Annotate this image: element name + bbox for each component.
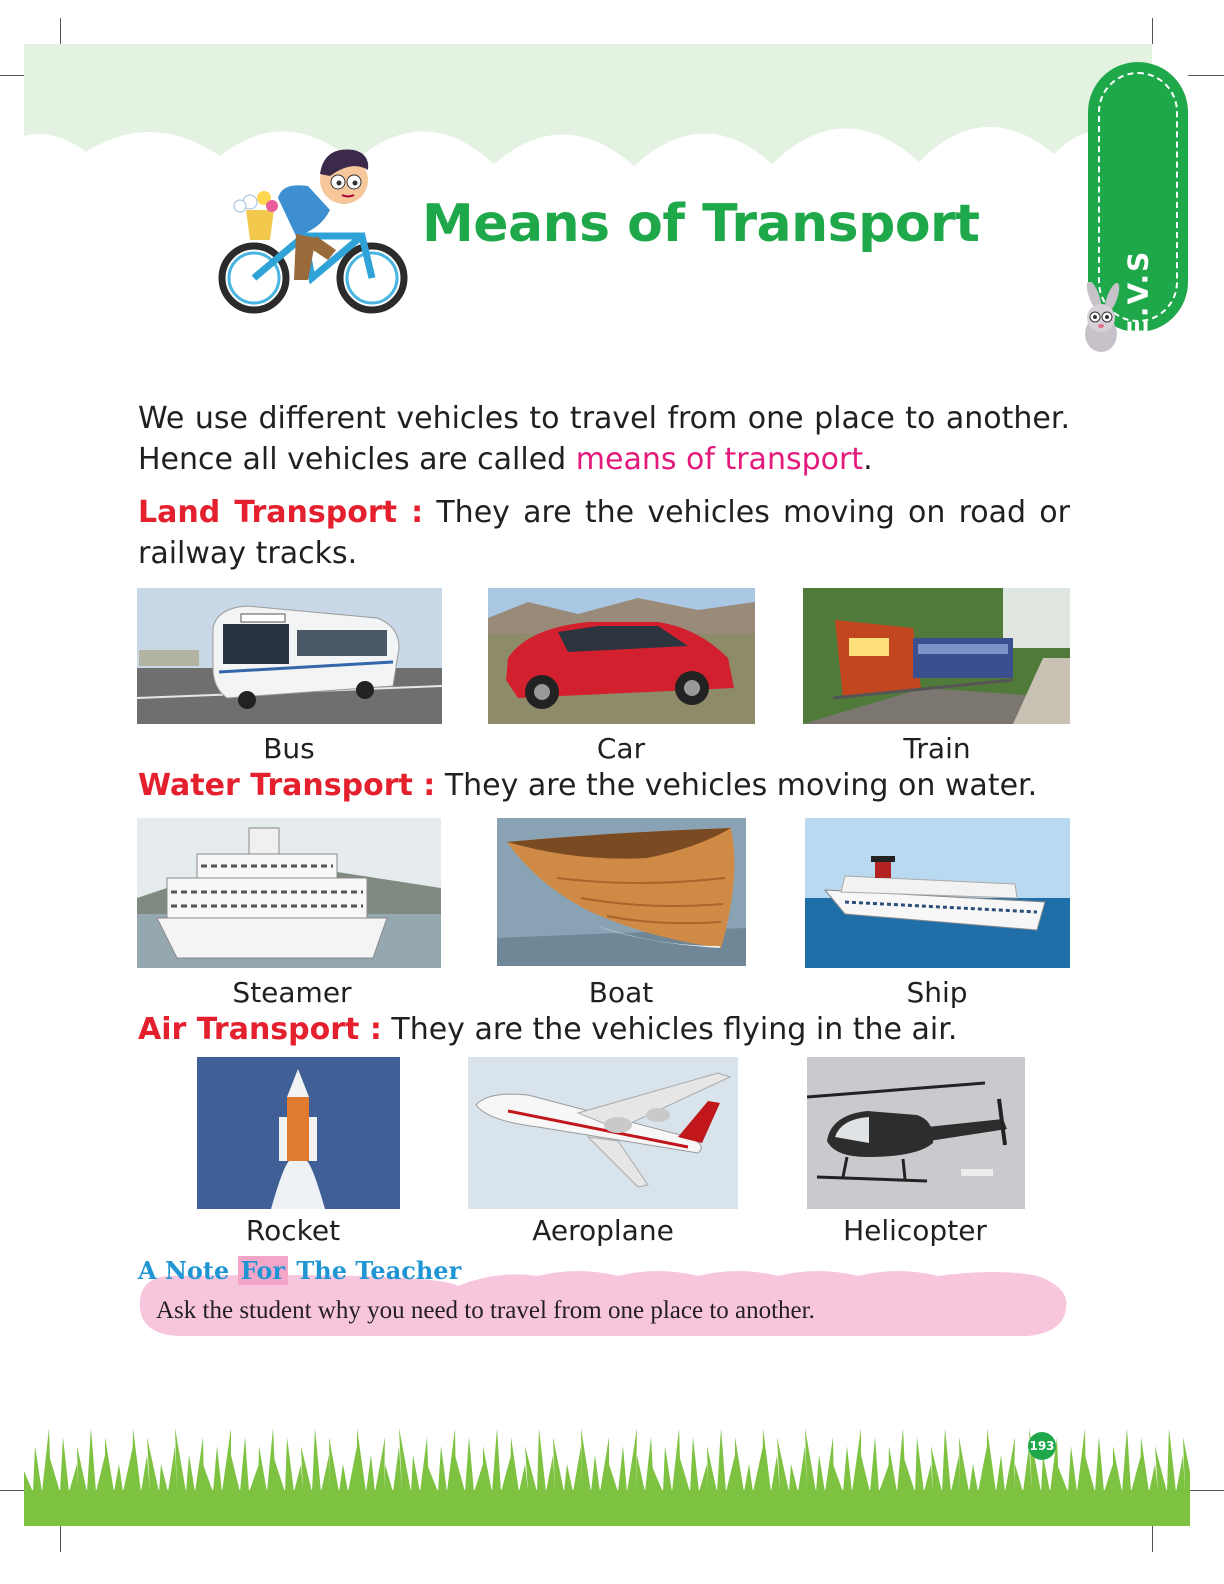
grass-footer [24, 1420, 1190, 1526]
crop-mark [1152, 1526, 1153, 1552]
water-transport-paragraph [138, 767, 1037, 805]
crop-mark [1188, 75, 1224, 76]
crop-mark [1152, 18, 1153, 44]
car-photo [488, 588, 755, 724]
air-transport-heading: Air Transport : [138, 1012, 382, 1047]
boat-photo [497, 818, 746, 966]
land-transport-heading: Land Transport : [138, 495, 424, 530]
water-transport-heading: Water Transport : [138, 768, 436, 803]
helicopter-photo [807, 1057, 1025, 1209]
teacher-note-text: Ask the student why you need to travel from one place to another. [156, 1297, 815, 1324]
subject-tab-label: E.V.S [1121, 249, 1155, 339]
crop-mark [1188, 1490, 1224, 1491]
intro-paragraph [138, 398, 1070, 480]
car-label: Car [596, 732, 646, 765]
intro-text-end: . [863, 442, 873, 477]
page-number: 193 [1028, 1432, 1056, 1460]
rocket-label: Rocket [245, 1214, 341, 1247]
land-transport-paragraph [138, 492, 1070, 574]
ship-photo [805, 818, 1070, 968]
boy-on-bicycle-illustration [212, 140, 417, 320]
teacher-note-title-b: The Teacher [288, 1256, 462, 1285]
rocket-photo [197, 1057, 400, 1209]
water-transport-description: They are the vehicles moving on water. [435, 768, 1038, 803]
bunny-mascot-icon [1068, 282, 1138, 362]
train-label: Train [903, 732, 971, 765]
crop-mark [60, 1526, 61, 1552]
teacher-note-title [138, 1256, 461, 1285]
ship-label: Ship [906, 976, 968, 1009]
bus-label: Bus [263, 732, 315, 765]
train-photo [803, 588, 1070, 724]
steamer-label: Steamer [232, 976, 352, 1009]
bus-photo [137, 588, 442, 724]
page-title: Means of Transport [422, 194, 980, 254]
crop-mark [0, 75, 24, 76]
land-transport-description: They are the vehicles moving on road or railway tracks. [138, 495, 1070, 571]
intro-text: We use different vehicles to travel from one place to another. Hence all vehicles are called [138, 401, 1070, 477]
aeroplane-label: Aeroplane [532, 1214, 674, 1247]
helicopter-label: Helicopter [843, 1214, 987, 1247]
intro-highlight: means of transport [575, 442, 864, 477]
crop-mark [60, 18, 61, 44]
crop-mark [0, 1490, 24, 1491]
air-transport-paragraph [138, 1011, 957, 1049]
air-transport-description: They are the vehicles flying in the air. [381, 1012, 958, 1047]
aeroplane-photo [468, 1057, 738, 1209]
teacher-note-title-a: A Note [138, 1256, 238, 1285]
boat-label: Boat [588, 976, 654, 1009]
cloud-header-band [24, 44, 1152, 204]
teacher-note-title-for: For [238, 1256, 288, 1285]
steamer-photo [137, 818, 441, 968]
